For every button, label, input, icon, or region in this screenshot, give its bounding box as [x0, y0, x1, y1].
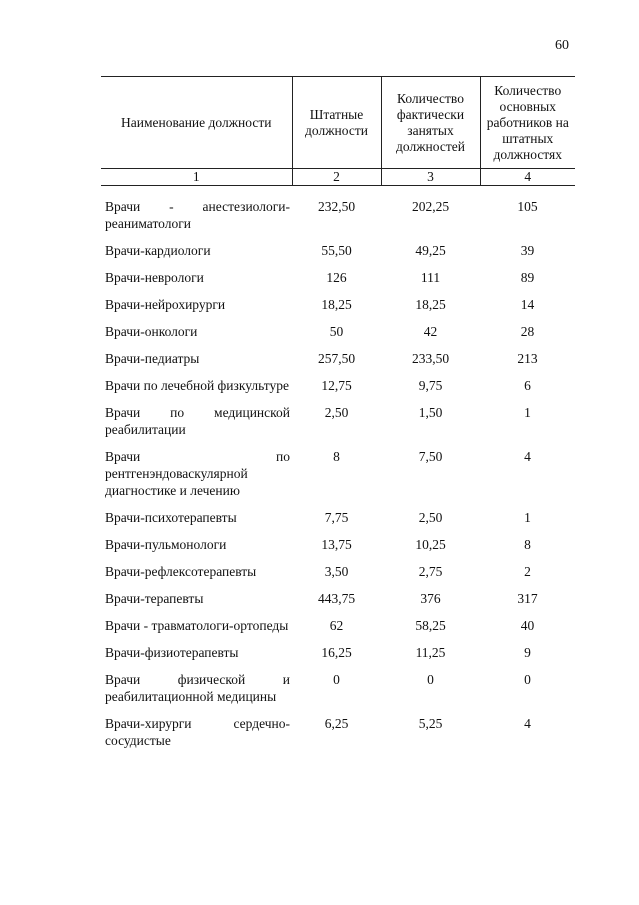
- table-row: [101, 286, 575, 313]
- staff-value: 7,75: [324, 510, 349, 525]
- staff-value: 443,75: [317, 591, 356, 606]
- staff-value: 3,50: [324, 564, 349, 579]
- position-name: Врачи по лечебной физкультуре: [105, 378, 289, 393]
- position-name: Врачи-педиатры: [105, 351, 200, 366]
- position-name: Врачи-пульмонологи: [105, 537, 227, 552]
- page-number: 60: [555, 38, 569, 53]
- position-name: Врачи-онкологи: [105, 324, 198, 339]
- occupied-value: 0: [427, 672, 434, 687]
- main-workers-value: 39: [520, 243, 535, 258]
- occupied-value: 202,25: [411, 199, 450, 214]
- main-workers-value: 2: [524, 564, 531, 579]
- table-row: [101, 634, 575, 661]
- occupied-value: 42: [423, 324, 438, 339]
- occupied-value: 1,50: [418, 405, 443, 420]
- table-row: [101, 394, 575, 438]
- main-workers-value: 213: [517, 351, 538, 366]
- position-name: Врачи-терапевты: [105, 591, 204, 606]
- table-row: [101, 186, 575, 233]
- main-workers-value: 4: [524, 449, 531, 464]
- header-position-name: Наименование должности: [101, 77, 292, 169]
- occupied-value: 5,25: [418, 716, 443, 731]
- main-workers-value: 8: [524, 537, 531, 552]
- header-staff-positions: Штатные должности: [292, 77, 381, 169]
- staff-value: 6,25: [324, 716, 349, 731]
- occupied-value: 7,50: [418, 449, 443, 464]
- staff-value: 50: [329, 324, 344, 339]
- main-workers-value: 40: [520, 618, 535, 633]
- table-header-row: [101, 77, 575, 169]
- column-number: 3: [381, 169, 480, 186]
- table-row: [101, 340, 575, 367]
- occupied-value: 10,25: [415, 537, 446, 552]
- position-name: Врачи - травматологи-ортопеды: [105, 618, 289, 633]
- occupied-value: 111: [420, 270, 441, 285]
- table-row: [101, 259, 575, 286]
- main-workers-value: 6: [524, 378, 531, 393]
- main-workers-value: 317: [517, 591, 538, 606]
- table-row: [101, 526, 575, 553]
- occupied-value: 2,50: [418, 510, 443, 525]
- table-row: [101, 367, 575, 394]
- main-workers-value: 14: [520, 297, 535, 312]
- staff-value: 2,50: [324, 405, 349, 420]
- staff-value: 62: [329, 618, 344, 633]
- main-workers-value: 1: [524, 510, 531, 525]
- position-name: Врачи-нейрохирурги: [105, 297, 226, 312]
- occupied-value: 49,25: [415, 243, 446, 258]
- occupied-value: 2,75: [418, 564, 443, 579]
- staff-value: 257,50: [317, 351, 356, 366]
- table-row: [101, 232, 575, 259]
- position-name: Врачи - анестезиологи-реаниматологи: [105, 199, 290, 231]
- occupied-value: 11,25: [415, 645, 446, 660]
- staff-value: 126: [326, 270, 347, 285]
- main-workers-value: 1: [524, 405, 531, 420]
- table-row: [101, 438, 575, 499]
- position-name: Врачи по медицинской реабилитации: [105, 405, 290, 437]
- staff-value: 8: [333, 449, 340, 464]
- main-workers-value: 4: [524, 716, 531, 731]
- staff-value: 12,75: [321, 378, 352, 393]
- position-name: Врачи-физиотерапевты: [105, 645, 239, 660]
- column-number: 2: [292, 169, 381, 186]
- staff-value: 232,50: [317, 199, 356, 214]
- position-name: Врачи-кардиологи: [105, 243, 211, 258]
- column-number: 1: [101, 169, 292, 186]
- table-row: [101, 705, 575, 749]
- staff-value: 13,75: [321, 537, 352, 552]
- staff-value: 55,50: [321, 243, 352, 258]
- header-main-workers: Количество основных работников на штатных должностях: [480, 77, 575, 169]
- column-number: 4: [480, 169, 575, 186]
- table-row: [101, 580, 575, 607]
- table-row: [101, 661, 575, 705]
- position-name: Врачи-рефлексотерапевты: [105, 564, 257, 579]
- occupied-value: 376: [420, 591, 441, 606]
- staff-positions-table: [101, 76, 575, 749]
- main-workers-value: 89: [520, 270, 535, 285]
- table-row: [101, 553, 575, 580]
- position-name: Врачи-неврологи: [105, 270, 204, 285]
- staff-value: 16,25: [321, 645, 352, 660]
- table-row: [101, 313, 575, 340]
- staff-value: 0: [333, 672, 340, 687]
- position-name: Врачи-психотерапевты: [105, 510, 237, 525]
- occupied-value: 58,25: [415, 618, 446, 633]
- main-workers-value: 105: [517, 199, 538, 214]
- column-numbers-row: [101, 169, 575, 186]
- main-workers-value: 9: [524, 645, 531, 660]
- occupied-value: 233,50: [411, 351, 450, 366]
- table-row: [101, 607, 575, 634]
- main-workers-value: 0: [524, 672, 531, 687]
- position-name: Врачи-хирурги сердечно-сосудистые: [105, 716, 290, 748]
- occupied-value: 18,25: [415, 297, 446, 312]
- position-name: Врачи по рентгенэндоваскулярной диагностике и лечению: [105, 449, 290, 498]
- position-name: Врачи физической и реабилитационной медицины: [105, 672, 290, 704]
- table-row: [101, 499, 575, 526]
- staff-value: 18,25: [321, 297, 352, 312]
- occupied-value: 9,75: [418, 378, 443, 393]
- header-occupied-positions: Количество фактически занятых должностей: [381, 77, 480, 169]
- main-workers-value: 28: [520, 324, 535, 339]
